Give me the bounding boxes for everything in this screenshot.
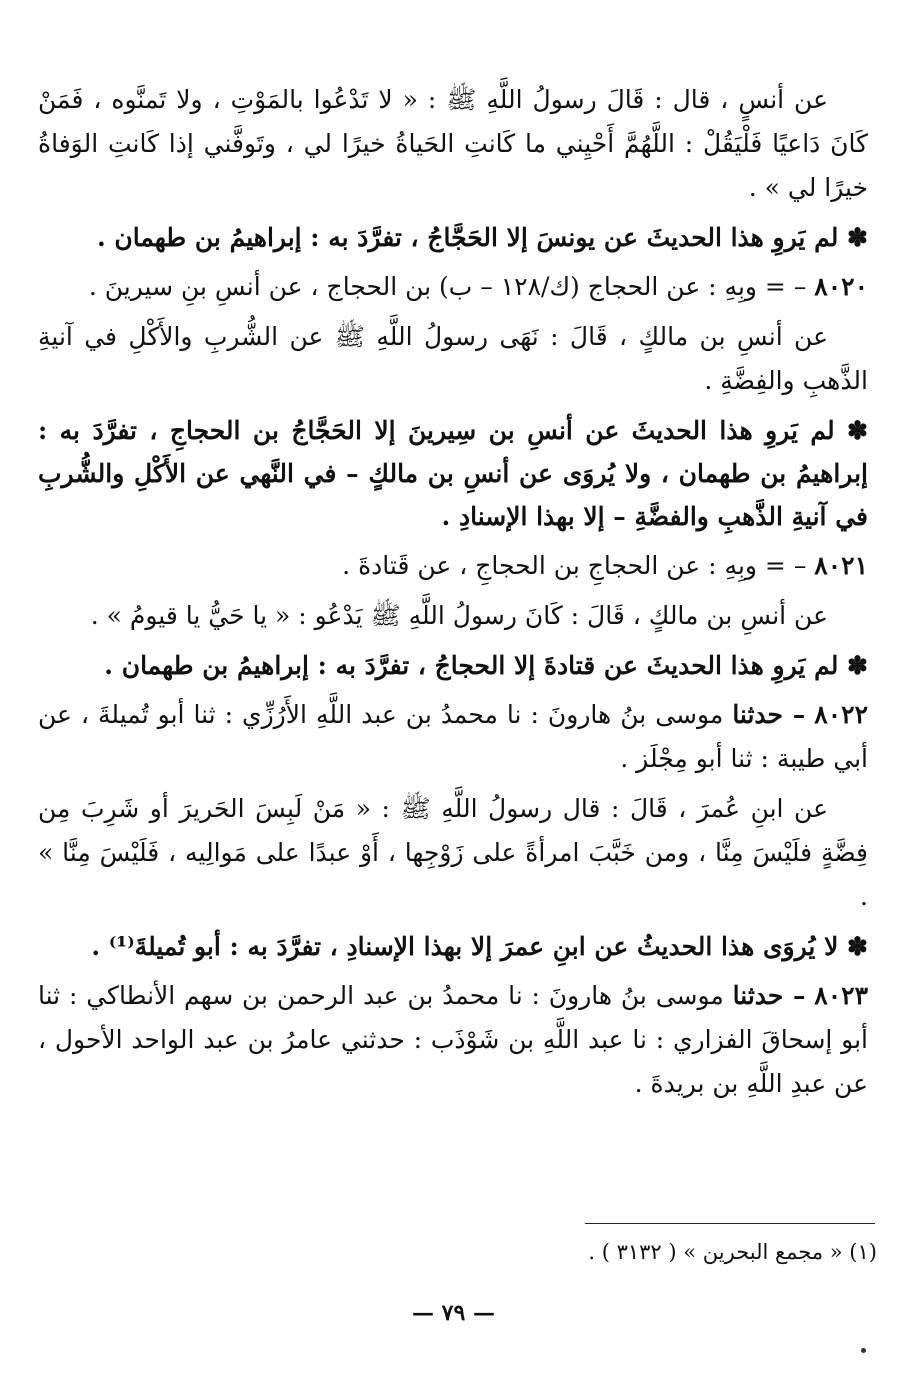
footnote: (١) « مجمع البحرين » ( ٣١٣٢ ) . [588, 1240, 877, 1264]
hadith-number: ٨٠٢١ [814, 551, 868, 580]
paragraph-text: – = وبِهِ : عن الحجاجِ بن الحجاجِ ، عن قَتادةَ . [342, 551, 807, 580]
paragraph-text: – = وبِهِ : عن الحجاج (ك/١٢٨ – ب) بن الحجاج ، عن أنسِ بنِ سيرينَ . [88, 272, 807, 301]
hadith-text [38, 594, 868, 638]
hadith-text [38, 315, 868, 403]
footnote-divider [585, 1223, 875, 1224]
paragraph-text: عن ابنِ عُمرَ ، قَالَ : قال رسولُ اللَّهِ ﷺ : « مَنْ لَبِسَ الحَريرَ أو شَرِبَ مِن فِضَّةٍ فلَيْسَ مِنَّا ، ومن خَبَّبَ امرأةً على زَوْجِها ، أَوْ عبدًا على مَوالِيه ، فَلَيْسَ مِنَّا » . [38, 794, 868, 911]
hadith-number: ٨٠٢٠ [814, 272, 868, 301]
commentary-note: ✽ لا يُروَى هذا الحديثُ عن ابنِ عمرَ إلا بهذا الإسنادِ ، تفرَّدَ به : أبو تُميلةَ⁽¹⁾ . [91, 932, 868, 961]
chain-lead: – حدثنا [732, 700, 806, 729]
hadith-entry [38, 544, 868, 588]
commentary-note: ✽ لم يَروِ هذا الحديثَ عن يونسَ إلا الحَجَّاجُ ، تفرَّدَ به : إبراهيمُ بن طهمان . [96, 223, 868, 252]
hadith-number: ٨٠٢٣ [814, 981, 869, 1010]
hadith-text [38, 78, 868, 210]
paragraph-text: موسى بنُ هارونَ : نا محمدُ بن عبد الرحمن بن سهم الأنطاكي : ثنا أبو إسحاقَ الفزاري : نا عبد اللَّهِ بن شَوْذَب : حدثني عامرُ بن عبد الواحد الأحول ، عن عبدِ اللَّهِ بن بريدةَ . [38, 981, 868, 1098]
hadith-text [38, 787, 868, 919]
hadith-entry [38, 974, 868, 1106]
paragraph-text: عن أنسٍ ، قال : قَالَ رسولُ اللَّهِ ﷺ : « لا تَدْعُوا بالمَوْتِ ، ولا تَمنَّوه ، فَمَنْ كَانَ دَاعيًا فَلْيَقُلْ : اللَّهُمَّ أَحْيِني ما كَانتِ الحَياةُ خيرًا لي ، وتَوفَّني إذا كَانتِ الوَفاةُ خيرًا لي » . [38, 85, 868, 202]
commentary-note: ✽ لم يَروِ هذا الحديثَ عن أنسِ بن سِيرينَ إلا الحَجَّاجُ بن الحجاجِ ، تفرَّدَ به : إبراهيمُ بن طهمان ، ولا يُروَى عن أنسِ بن مالكٍ – في النَّهي عن الأَكْلِ والشُّربِ في آنيةِ الذَّهبِ والفضَّةِ – إلا بهذا الإسنادِ . [38, 416, 868, 531]
page-number: — ٧٩ — [412, 1300, 495, 1326]
paragraph-text: عن أنسِ بن مالكٍ ، قَالَ : كَانَ رسولُ اللَّهِ ﷺ يَدْعُو : « يا حَيُّ يا قيومُ » . [90, 601, 828, 630]
hadith-number: ٨٠٢٢ [814, 700, 869, 729]
hadith-entry [38, 265, 868, 309]
commentary-note: ✽ لم يَروِ هذا الحديثَ عن قتادةَ إلا الحجاجُ ، تفرَّدَ به : إبراهيمُ بن طهمان . [104, 651, 868, 680]
page-body [38, 78, 868, 1112]
speck-mark [861, 1348, 866, 1353]
paragraph-text: موسى بنُ هارونَ : نا محمدُ بن عبد اللَّهِ الأَرُزِّي : ثنا أبو تُميلةَ ، عن أبي طيبة : ثنا أبو مِجْلَز . [38, 700, 868, 773]
chain-lead: – حدثنا [732, 981, 806, 1010]
paragraph-text: عن أنسِ بن مالكٍ ، قَالَ : نَهَى رسولُ اللَّهِ ﷺ عن الشُّربِ والأَكْلِ في آنيةِ الذَّهبِ والفِضَّةِ . [38, 322, 868, 395]
hadith-entry [38, 693, 868, 781]
